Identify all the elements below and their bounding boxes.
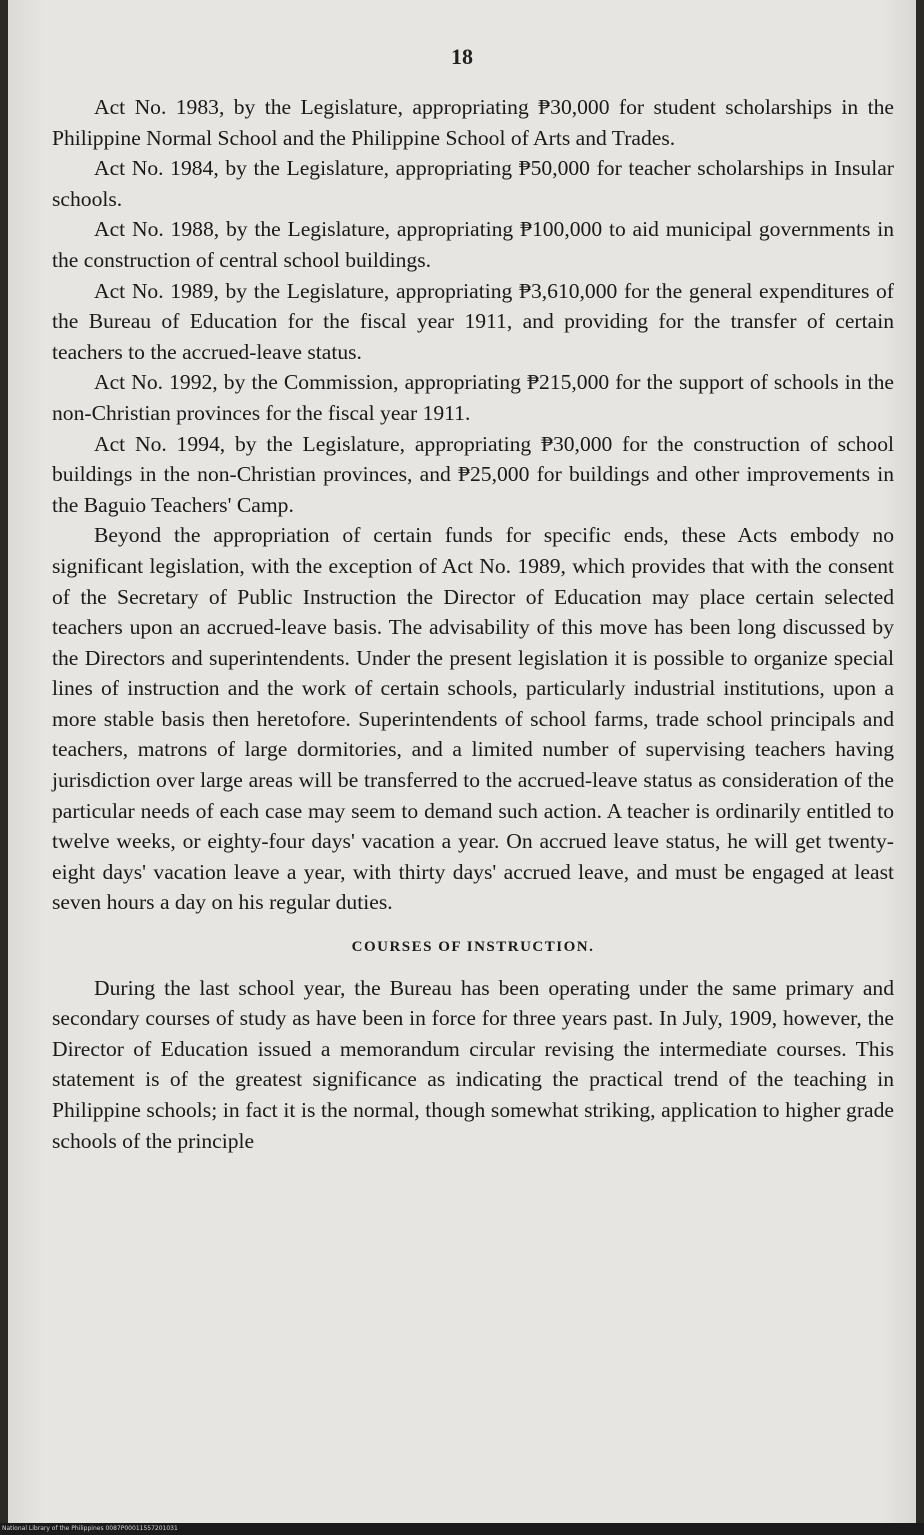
- scan-footer: National Library of the Philippines 0087P00011557201031: [0, 1523, 924, 1535]
- paragraph-act-1992: Act No. 1992, by the Commission, appropriating ₱215,000 for the support of schools in the non-Christian provinces for the fiscal year 1911.: [52, 370, 894, 425]
- paragraph-act-1994: Act No. 1994, by the Legislature, appropriating ₱30,000 for the construction of school buildings in the non-Christian provinces, and ₱25,000 for buildings and other improvements in the Baguio Teachers' Camp.: [52, 431, 894, 517]
- document-page: [8, 0, 916, 1535]
- paragraph-courses-of-instruction: During the last school year, the Bureau has been operating under the same primary and secondary courses of study as have been in force for three years past. In July, 1909, however, the Director of Education issued a memorandum circular revising the intermediate courses. This statement is of the greatest significance as indicating the practical trend of the teaching in Philippine schools; in fact it is the normal, though somewhat striking, application to higher grade schools of the principle: [52, 975, 894, 1153]
- page-body: [52, 92, 894, 1156]
- paragraph-legislation-summary: Beyond the appropriation of certain funds for specific ends, these Acts embody no significant legislation, with the exception of Act No. 1989, which provides that with the consent of the Secretary of Public Instruction the Director of Education may place certain selected teachers upon an accrued-leave basis. The advisability of this move has been long discussed by the Directors and superintendents. Under the present legislation it is possible to organize special lines of instruction and the work of certain schools, particularly industrial institutions, upon a more stable basis then heretofore. Superintendents of school farms, trade school principals and teachers, matrons of large dormitories, and a limited number of supervising teachers having jurisdiction over large areas will be transferred to the accrued-leave status as consideration of the particular needs of each case may seem to demand such action. A teacher is ordinarily entitled to twelve weeks, or eighty-four days' vacation a year. On accrued leave status, he will get twenty-eight days' vacation leave a year, with thirty days' accrued leave, and must be engaged at least seven hours a day on his regular duties.: [52, 523, 894, 915]
- paragraph-act-1984: Act No. 1984, by the Legislature, appropriating ₱50,000 for teacher scholarships in Insular schools.: [52, 156, 894, 211]
- paragraph-act-1983: Act No. 1983, by the Legislature, appropriating ₱30,000 for student scholarships in the Philippine Normal School and the Philippine School of Arts and Trades.: [52, 95, 894, 150]
- paragraph-act-1988: Act No. 1988, by the Legislature, appropriating ₱100,000 to aid municipal governments in the construction of central school buildings.: [52, 217, 894, 272]
- section-heading: COURSES OF INSTRUCTION.: [351, 939, 595, 956]
- paragraph-act-1989: Act No. 1989, by the Legislature, appropriating ₱3,610,000 for the general expenditures of the Bureau of Education for the fiscal year 1911, and providing for the transfer of certain teachers to the accrued-leave status.: [52, 278, 894, 364]
- page-number: 18: [451, 44, 473, 69]
